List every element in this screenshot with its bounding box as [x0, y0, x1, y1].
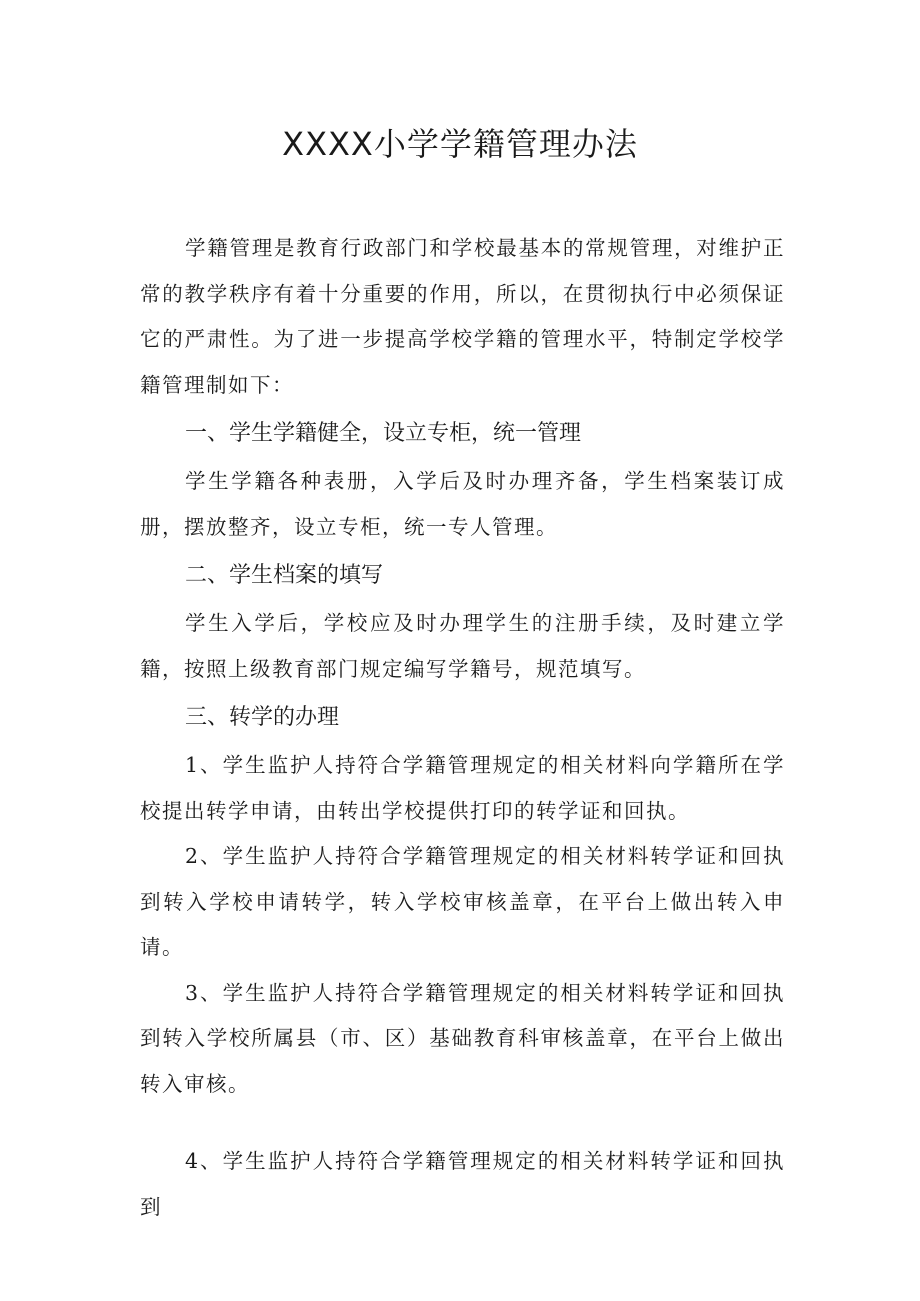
transfer-step-2: 2、学生监护人持符合学籍管理规定的相关材料转学证和回执到转入学校申请转学，转入学校审核盖章，在平台上做出转入申请。 — [140, 844, 785, 959]
document-title: XXXX小学学籍管理办法 — [282, 125, 638, 163]
section-3-heading: 三、转学的办理 — [185, 705, 340, 730]
transfer-step-3: 3、学生监护人持符合学籍管理规定的相关材料转学证和回执到转入学校所属县（市、区）基础教育科审核盖章，在平台上做出转入审核。 — [140, 980, 785, 1096]
document-body — [140, 226, 785, 1230]
transfer-step-4: 4、学生监护人持符合学籍管理规定的相关材料转学证和回执到 — [140, 1149, 785, 1219]
section-2-paragraph: 学生入学后，学校应及时办理学生的注册手续，及时建立学籍，按照上级教育部门规定编写学籍号，规范填写。 — [140, 611, 785, 681]
section-1-paragraph: 学生学籍各种表册，入学后及时办理齐备，学生档案装订成册，摆放整齐，设立专柜，统一专人管理。 — [140, 469, 785, 539]
section-1-heading: 一、学生学籍健全，设立专柜，统一管理 — [185, 421, 582, 446]
section-2-heading: 二、学生档案的填写 — [185, 563, 384, 588]
transfer-step-1: 1、学生监护人持符合学籍管理规定的相关材料向学籍所在学校提出转学申请，由转出学校提供打印的转学证和回执。 — [140, 753, 785, 823]
intro-paragraph: 学籍管理是教育行政部门和学校最基本的常规管理，对维护正常的教学秩序有着十分重要的作用，所以，在贯彻执行中必须保证它的严肃性。为了进一步提高学校学籍的管理水平，特制定学校学籍管理制如下： — [140, 236, 785, 397]
